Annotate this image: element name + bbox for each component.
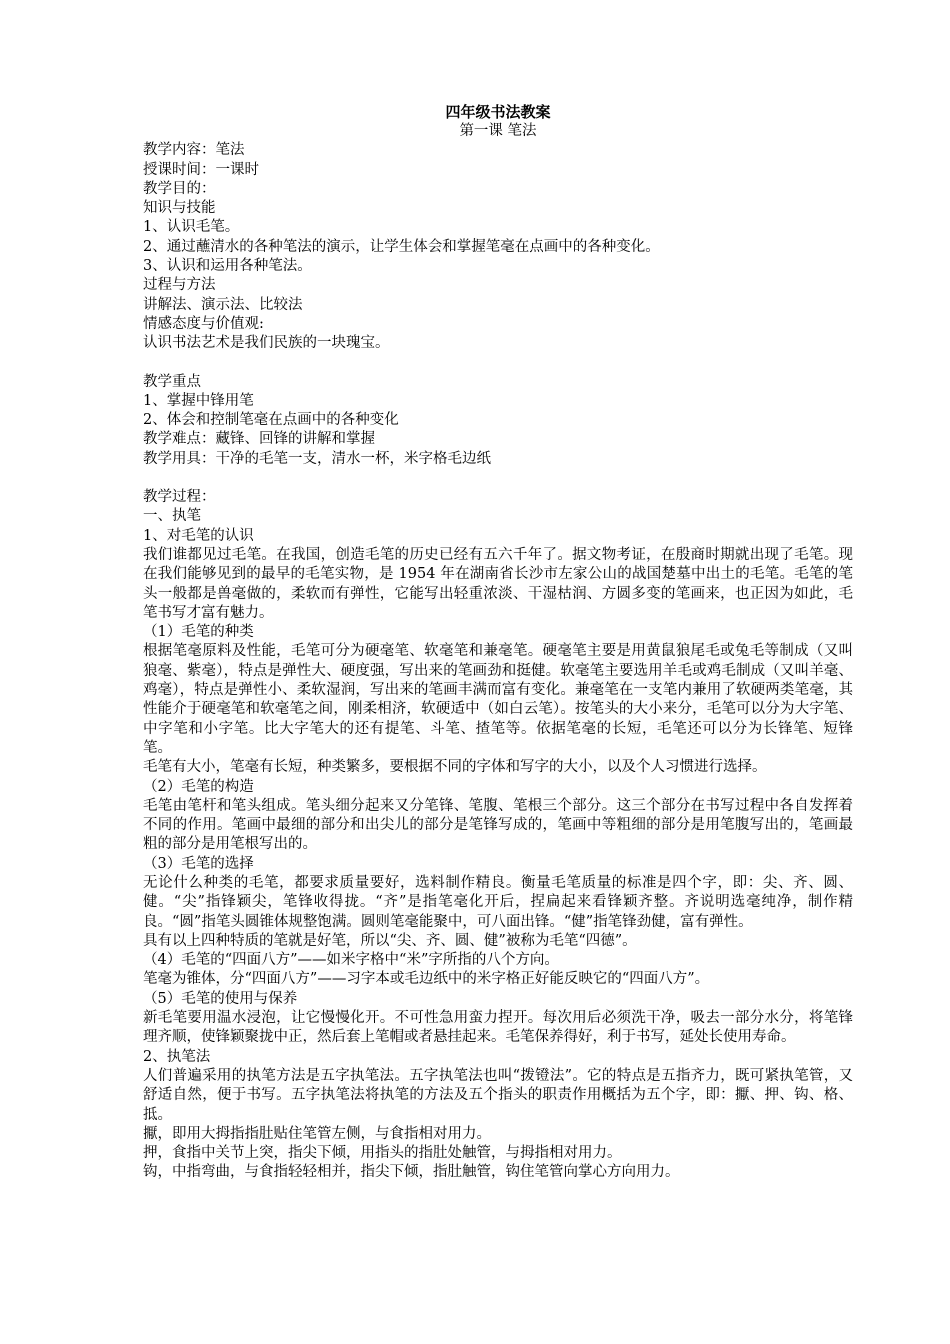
grip-gou: 钩，中指弯曲，与食指轻轻相并，指尖下倾，指肚触管，钩住笔管向掌心方向用力。: [143, 1164, 680, 1181]
choose-heading: （3）毛笔的选择: [143, 855, 254, 872]
choose-note: 具有以上四种特质的笔就是好笔，所以“尖、齐、圆、健”被称为毛笔“四德”。: [143, 932, 637, 949]
lesson-subtitle: 第一课 笔法: [459, 123, 537, 139]
document-page: [143, 103, 853, 1183]
spacer: [143, 354, 853, 373]
meta-time: 授课时间：一课时: [143, 161, 259, 178]
care-heading: （5）毛笔的使用与保养: [143, 990, 298, 1007]
teaching-tools: 教学用具：干净的毛笔一支，清水一杯，米字格毛边纸: [143, 450, 491, 467]
subsection-1-heading: 1、对毛笔的认识: [143, 527, 254, 544]
spacer: [143, 469, 853, 488]
grip-ya: 押，食指中关节上突，指尖下倾，用指头的指肚处触管，与拇指相对用力。: [143, 1145, 622, 1162]
key-point-2: 2、体会和控制笔毫在点画中的各种变化: [143, 412, 399, 429]
section-1-heading: 一、执笔: [143, 508, 201, 525]
knowledge-item-1: 1、认识毛笔。: [143, 219, 240, 236]
grip-ye: 擫，即用大拇指指肚贴住笔管左侧，与食指相对用力。: [143, 1125, 491, 1142]
process-heading: 教学过程：: [143, 489, 216, 506]
process-method-heading: 过程与方法: [143, 277, 216, 294]
goal-heading: 教学目的：: [143, 180, 216, 197]
knowledge-item-3: 3、认识和运用各种笔法。: [143, 258, 312, 275]
choose-paragraph: 无论什么种类的毛笔，都要求质量要好，选料制作精良。衡量毛笔质量的标准是四个字，即：尖、齐、圆、健。“尖”指锋颖尖，笔锋收得拢。“齐”是指笔毫化开后，捏扁起来看锋颖齐整。齐说明选毫纯净，制作精良。“圆”指笔头圆锥体规整饱满。圆则笔毫能聚中，可八面出锋。“健”指笔锋劲健，富有弹性。: [143, 874, 853, 930]
key-points-heading: 教学重点: [143, 373, 201, 390]
knowledge-item-2: 2、通过蘸清水的各种笔法的演示，让学生体会和掌握笔毫在点画中的各种变化。: [143, 238, 660, 255]
meta-content: 教学内容：笔法: [143, 142, 245, 159]
types-paragraph: 根据笔毫原料及性能，毛笔可分为硬毫笔、软毫笔和兼毫笔。硬毫笔主要是用黄鼠狼尾毛或兔毛等制成（又叫狼毫、紫毫），特点是弹性大、硬度强，写出来的笔画劲和挺健。软毫笔主要选用羊毛或鸡毛制成（又叫羊毫、鸡毫），特点是弹性小、柔软湿润，写出来的笔画丰满而富有变化。兼毫笔在一支笔内兼用了软硬两类笔毫，其性能介于硬毫笔和软毫笔之间，刚柔相济，软硬适中（如白云笔）。按笔头的大小来分，毛笔可以分为大字笔、中字笔和小字笔。比大字笔大的还有提笔、斗笔、揸笔等。依据笔毫的长短，毛笔还可以分为长锋笔、短锋笔。: [143, 643, 853, 756]
subsection-2-heading: 2、执笔法: [143, 1048, 211, 1065]
difficulty: 教学难点：藏锋、回锋的讲解和掌握: [143, 431, 375, 448]
attitude-text: 认识书法艺术是我们民族的一块瑰宝。: [143, 335, 390, 352]
knowledge-heading: 知识与技能: [143, 200, 216, 217]
care-paragraph: 新毛笔要用温水浸泡，让它慢慢化开。不可性急用蛮力捏开。每次用后必须洗干净，吸去一部分水分，将笔锋理齐顺，使锋颖聚拢中正，然后套上笔帽或者悬挂起来。毛笔保养得好，利于书写，延处长使用寿命。: [143, 1010, 853, 1046]
document-title: 四年级书法教案: [445, 103, 551, 121]
direction-heading: （4）毛笔的“四面八方”——如米字格中“米”字所指的八个方向。: [143, 952, 559, 969]
structure-heading: （2）毛笔的构造: [143, 778, 254, 795]
intro-paragraph: 我们谁都见过毛笔。在我国，创造毛笔的历史已经有五六千年了。据文物考证，在殷商时期就出现了毛笔。现在我们能够见到的最早的毛笔实物，是 1954 年在湖南省长沙市左家公山的战国楚墓中出土的毛笔。毛笔的笔头一般都是兽毫做的，柔软而有弹性，它能写出轻重浓淡、干湿枯润、方圆多变的笔画来，也正因为如此，毛笔书写才富有魅力。: [143, 546, 853, 621]
types-heading: （1）毛笔的种类: [143, 624, 254, 641]
direction-paragraph: 笔毫为锥体，分“四面八方”——习字本或毛边纸中的米字格正好能反映它的“四面八方”。: [143, 971, 710, 988]
types-note: 毛笔有大小，笔毫有长短，种类繁多，要根据不同的字体和写字的大小，以及个人习惯进行选择。: [143, 759, 767, 776]
grip-paragraph: 人们普遍采用的执笔方法是五字执笔法。五字执笔法也叫“拨镫法”。它的特点是五指齐力，既可紧执笔管，又舒适自然，便于书写。五字执笔法将执笔的方法及五个指头的职责作用概括为五个字，即：擫、押、钩、格、抵。: [143, 1067, 853, 1123]
attitude-heading: 情感态度与价值观:: [143, 315, 264, 332]
process-method-text: 讲解法、演示法、比较法: [143, 296, 303, 313]
key-point-1: 1、掌握中锋用笔: [143, 392, 254, 409]
structure-paragraph: 毛笔由笔杆和笔头组成。笔头细分起来又分笔锋、笔腹、笔根三个部分。这三个部分在书写过程中各自发挥着不同的作用。笔画中最细的部分和出尖儿的部分是笔锋写成的，笔画中等粗细的部分是用笔腹写出的，笔画最粗的部分是用笔根写出的。: [143, 797, 853, 853]
